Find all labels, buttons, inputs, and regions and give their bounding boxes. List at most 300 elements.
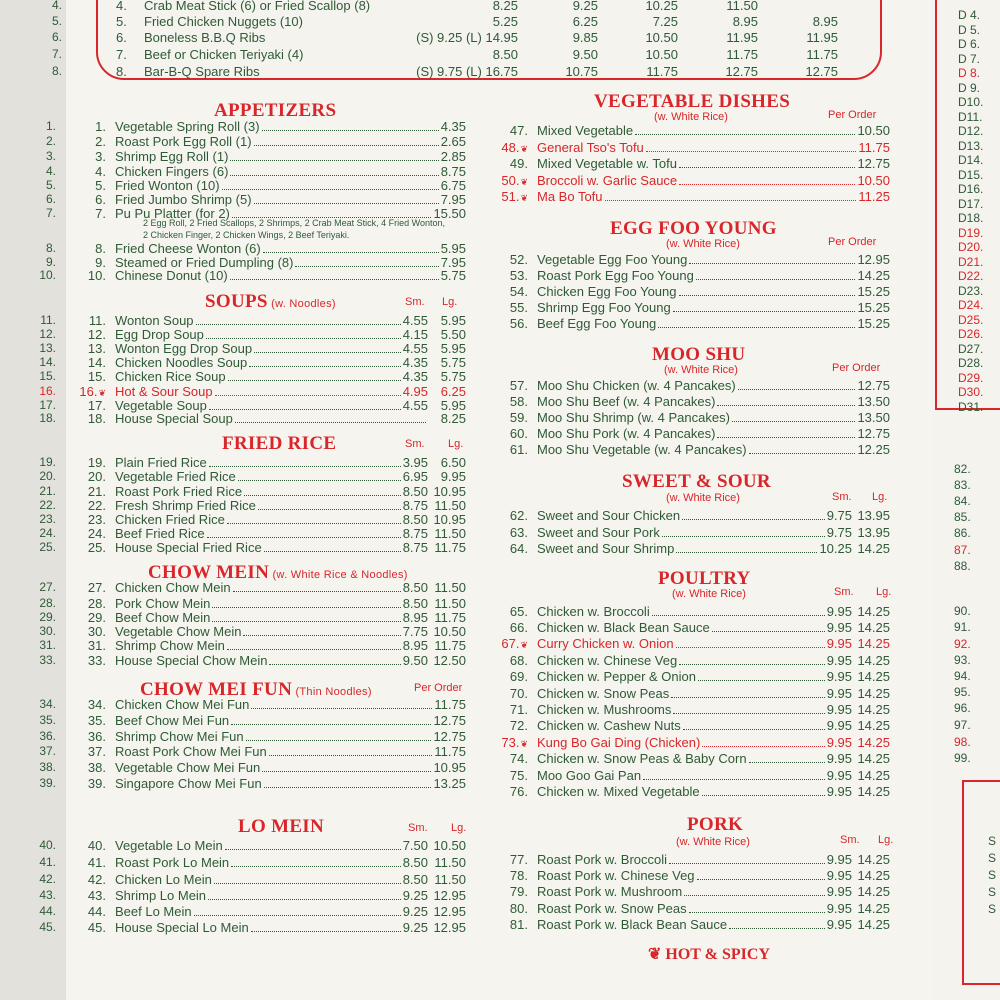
menu-item (70, 760, 466, 776)
item-name: Roast Pork w. Chinese Veg (537, 868, 695, 883)
section-sub: (w. White Rice) (666, 238, 740, 250)
dot-leader (749, 453, 856, 454)
dot-leader (222, 189, 439, 190)
item-price-large: 5.75 (440, 355, 466, 370)
item-name: Sweet and Sour Shrimp (537, 541, 675, 556)
item-name: Chicken Chow Mein (115, 580, 231, 595)
outer-item-number: 35. (39, 713, 56, 727)
column-small: Sm. (834, 586, 854, 598)
menu-item (70, 855, 466, 871)
menu-item (492, 653, 890, 669)
item-number: 16.❦ (79, 384, 106, 399)
item-price-small: 9.95 (826, 669, 852, 684)
item-price-small: 7.50 (402, 838, 428, 853)
outer-item-number: 5. (45, 178, 56, 192)
menu-item (492, 123, 890, 139)
outer-item-number: 21. (39, 484, 56, 498)
item-price-large: 14.25 (857, 541, 890, 556)
menu-item (70, 838, 466, 854)
item-name: Roast Pork Chow Mei Fun (115, 744, 267, 759)
item-number: 98. (954, 735, 971, 749)
item-price-small: 4.55 (402, 313, 428, 328)
menu-item (70, 369, 466, 385)
item-number: 90. (954, 604, 971, 618)
item-name: Curry Chicken w. Onion (537, 636, 674, 651)
outer-item-number: 38. (39, 760, 56, 774)
section-title-sweet-sour: SWEET & SOUR (622, 471, 771, 492)
menu-item (492, 189, 890, 205)
dot-leader (679, 167, 855, 168)
item-name: Vegetable Chow Mein (115, 624, 242, 639)
item-price-small: 4.55 (402, 398, 428, 413)
item-name: Sweet and Sour Chicken (537, 508, 681, 523)
menu-item (70, 638, 466, 654)
item-name: Roast Pork w. Black Bean Sauce (537, 917, 728, 932)
outer-item-number: 7. (51, 47, 62, 61)
dot-leader (669, 863, 825, 864)
dot-leader (238, 480, 401, 481)
item-price-small: 9.95 (826, 620, 852, 635)
dot-leader (682, 519, 825, 520)
item-price-small: 9.95 (826, 768, 852, 783)
item-price-small: 8.75 (402, 526, 428, 541)
combo-d-label: D23. (958, 283, 984, 298)
combo-name: Beef or Chicken Teriyaki (4) (144, 47, 304, 62)
combo-d-label: D12. (958, 124, 984, 138)
combo-price: 11.95 (806, 30, 838, 45)
item-name: General Tso's Tofu (537, 140, 644, 155)
item-number: 4. (95, 164, 106, 179)
outer-item-number: 9. (45, 255, 56, 269)
menu-item (492, 316, 890, 332)
menu-item (492, 604, 890, 620)
item-number: 30. (87, 624, 106, 639)
item-number: 61. (509, 442, 528, 457)
combo-price: 8.95 (812, 14, 838, 29)
item-name: Steamed or Fried Dumpling (8) (115, 255, 294, 270)
item-price-large: 13.95 (857, 525, 890, 540)
item-number: 95. (954, 685, 971, 699)
item-name: Sweet and Sour Pork (537, 525, 660, 540)
item-price-large: 12.95 (433, 888, 466, 903)
dot-leader (262, 771, 431, 772)
item-name: Wonton Egg Drop Soup (115, 341, 253, 356)
combo-d-label: D14. (958, 153, 984, 167)
dot-leader (206, 338, 401, 339)
menu-item (492, 300, 890, 316)
item-price-large: 5.50 (440, 327, 466, 342)
item-name: Chicken w. Snow Peas & Baby Corn (537, 751, 747, 766)
item-price-large: 14.25 (857, 604, 890, 619)
item-name: Moo Shu Shrimp (w. 4 Pancakes) (537, 410, 730, 425)
hot-spicy-legend (648, 944, 770, 964)
item-name: Shrimp Chow Mein (115, 638, 225, 653)
menu-item (492, 686, 890, 702)
combo-name: Bar-B-Q Spare Ribs (144, 64, 260, 79)
combo-d-label: D 4. (958, 8, 981, 22)
item-number: 18. (87, 411, 106, 426)
outer-item-number: 34. (39, 697, 56, 711)
item-number: 70. (509, 686, 528, 701)
item-price: 5.95 (440, 241, 466, 256)
item-name: Chicken Egg Foo Young (537, 284, 677, 299)
dot-leader (729, 928, 825, 929)
item-number: 53. (509, 268, 528, 283)
item-number: 78. (509, 868, 528, 883)
combo-d-label: D15. (958, 167, 984, 182)
combo-price: 6.25 (572, 14, 598, 29)
combo-row (116, 47, 876, 63)
combo-d-label: D 6. (958, 37, 981, 51)
item-name: Chinese Donut (10) (115, 268, 228, 283)
item-name: Chicken w. Pepper & Onion (537, 669, 696, 684)
item-number: 29. (87, 610, 106, 625)
combo-price: 10.50 (645, 47, 678, 62)
section-note: (Thin Noodles) (292, 686, 372, 698)
outer-item-number: 24. (39, 526, 56, 540)
item-number: 17. (87, 398, 106, 413)
special-letter: S (988, 851, 997, 865)
item-name: Chicken w. Snow Peas (537, 686, 670, 701)
item-price-large: 12.95 (433, 904, 466, 919)
dot-leader (230, 160, 438, 161)
outer-item-number: 4. (51, 0, 62, 12)
item-number: 9. (95, 255, 106, 270)
item-name: Mixed Vegetable w. Tofu (537, 156, 677, 171)
item-name: Beef Lo Mein (115, 904, 192, 919)
item-number: 92. (954, 637, 971, 651)
item-number: 41. (87, 855, 106, 870)
item-price-large: 9.95 (440, 469, 466, 484)
dot-leader (262, 130, 439, 131)
menu-item (70, 713, 466, 729)
dot-leader (209, 466, 401, 467)
item-price-small: 9.95 (826, 751, 852, 766)
item-name: Ma Bo Tofu (537, 189, 603, 204)
item-price-small: 9.75 (826, 525, 852, 540)
item-price-small: 8.50 (402, 855, 428, 870)
item-name: Vegetable Soup (115, 398, 207, 413)
item-number: 35. (87, 713, 106, 728)
item-price: 8.75 (440, 164, 466, 179)
dot-leader (225, 849, 401, 850)
item-price: 7.95 (440, 255, 466, 270)
item-price-large: 14.25 (857, 620, 890, 635)
item-name: Chicken Fried Rice (115, 512, 225, 527)
special-letter: S (988, 902, 997, 916)
menu-item (492, 735, 890, 751)
item-price-small: 6.95 (402, 469, 428, 484)
outer-item-number: 44. (39, 904, 56, 918)
item-name: Singapore Chow Mei Fun (115, 776, 262, 791)
outer-item-number: 1. (45, 119, 56, 133)
dot-leader (673, 713, 824, 714)
item-name: Fresh Shrimp Fried Rice (115, 498, 256, 513)
item-price: 11.75 (434, 744, 466, 759)
section-title-moo-shu: MOO SHU (652, 344, 746, 365)
combo-d-label: D25. (958, 312, 984, 327)
item-price-large: 11.50 (434, 498, 466, 513)
menu-item (492, 917, 890, 933)
item-number: 52. (509, 252, 528, 267)
pepper-icon: ❦ (520, 739, 528, 749)
menu-item (70, 540, 466, 556)
section-title-fried-rice: FRIED RICE (222, 433, 337, 454)
dot-leader (605, 200, 857, 201)
menu-item (70, 119, 466, 135)
item-name: Moo Shu Chicken (w. 4 Pancakes) (537, 378, 736, 393)
per-order-label: Per Order (832, 362, 881, 374)
item-number: 48.❦ (501, 140, 528, 155)
outer-item-number: 15. (39, 369, 56, 383)
item-number: 85. (954, 510, 971, 524)
item-number: 82. (954, 462, 971, 476)
column-large: Lg. (442, 296, 458, 308)
item-price-large: 14.25 (857, 636, 890, 651)
section-title-pork: PORK (687, 814, 744, 835)
outer-item-number: 40. (39, 838, 56, 852)
item-number: 59. (509, 410, 528, 425)
combo-name: Fried Chicken Nuggets (10) (144, 14, 303, 29)
outer-item-number: 33. (39, 653, 56, 667)
dot-leader (251, 708, 432, 709)
special-letter: S (988, 868, 997, 882)
dot-leader (717, 437, 855, 438)
item-price-small: 4.35 (402, 369, 428, 384)
item-number: 91. (954, 620, 971, 634)
menu-item (492, 426, 890, 442)
item-number: 69. (509, 669, 528, 684)
combo-d-label: D28. (958, 356, 984, 370)
column-large: Lg. (872, 491, 888, 503)
item-number: 19. (87, 455, 106, 470)
outer-item-number: 27. (39, 580, 56, 594)
outer-item-number: 18. (39, 411, 56, 425)
item-number: 7. (95, 206, 106, 221)
dot-leader (207, 537, 401, 538)
item-name: House Special Chow Mein (115, 653, 268, 668)
outer-item-number: 6. (51, 30, 62, 44)
dot-leader (658, 327, 855, 328)
dot-leader (212, 607, 400, 608)
per-order-label: Per Order (828, 236, 877, 248)
dot-leader (676, 552, 817, 553)
combo-number: 7. (116, 47, 127, 62)
column-small: Sm. (840, 834, 860, 846)
item-number: 87. (954, 543, 971, 557)
item-name: Roast Pork Egg Foo Young (537, 268, 694, 283)
item-price-small: 9.95 (826, 718, 852, 733)
dot-leader (231, 724, 431, 725)
item-number: 12. (87, 327, 106, 342)
section-sub: (w. White Rice) (654, 111, 728, 123)
item-price: 12.75 (857, 426, 890, 441)
pepper-icon: ❦ (520, 193, 528, 203)
item-price-large: 14.25 (857, 735, 890, 750)
dot-leader (194, 915, 401, 916)
item-price-small: 4.55 (402, 341, 428, 356)
item-number: 33. (87, 653, 106, 668)
item-number: 43. (87, 888, 106, 903)
item-number: 58. (509, 394, 528, 409)
dot-leader (251, 931, 401, 932)
combo-price: 11.75 (646, 64, 678, 79)
item-price-large: 11.75 (434, 610, 466, 625)
item-price: 15.25 (857, 316, 890, 331)
item-price-large: 14.25 (857, 901, 890, 916)
outer-item-number: 39. (39, 776, 56, 790)
item-price-large: 5.95 (440, 398, 466, 413)
outer-item-number: 8. (45, 241, 56, 255)
item-price-large: 13.95 (857, 508, 890, 523)
item-number: 49. (509, 156, 528, 171)
item-price-large: 14.25 (857, 686, 890, 701)
item-number: 65. (509, 604, 528, 619)
column-small: Sm. (408, 822, 428, 834)
item-name: Plain Fried Rice (115, 455, 207, 470)
item-number: 11. (88, 313, 106, 328)
item-price-small: 9.95 (826, 868, 852, 883)
dot-leader (671, 697, 824, 698)
outer-item-number: 11. (40, 313, 56, 327)
item-name: Shrimp Egg Foo Young (537, 300, 671, 315)
combo-price: 12.75 (805, 64, 838, 79)
item-number: 56. (509, 316, 528, 331)
item-price-large: 11.50 (434, 526, 466, 541)
menu-item (492, 410, 890, 426)
menu-item (70, 697, 466, 713)
menu-item (492, 884, 890, 900)
item-price-small: 8.95 (402, 610, 428, 625)
menu-item (492, 636, 890, 652)
outer-item-number: 17. (39, 398, 56, 412)
menu-item (492, 173, 890, 189)
item-name: Moo Shu Pork (w. 4 Pancakes) (537, 426, 716, 441)
combo-price: 10.25 (645, 0, 678, 13)
combo-row (116, 14, 876, 30)
combo-d-label: D18. (958, 211, 984, 225)
item-number: 25. (87, 540, 106, 555)
item-number: 39. (87, 776, 106, 791)
combo-d-label: D20. (958, 240, 984, 254)
combo-price: 11.75 (726, 47, 758, 62)
dot-leader (635, 134, 855, 135)
item-price: 10.50 (857, 173, 890, 188)
menu-item (492, 768, 890, 784)
item-number: 72. (509, 718, 528, 733)
item-name: Chicken w. Mushrooms (537, 702, 672, 717)
menu-item (70, 134, 466, 150)
item-name: Vegetable Chow Mei Fun (115, 760, 261, 775)
combo-d-label: D13. (958, 138, 984, 153)
item-number: 96. (954, 701, 971, 715)
item-name: Beef Egg Foo Young (537, 316, 657, 331)
item-name: Chicken Fingers (6) (115, 164, 229, 179)
item-number: 77. (509, 852, 528, 867)
dot-leader (208, 899, 401, 900)
item-price-large: 5.95 (440, 313, 466, 328)
combo-d-label: D21. (958, 254, 984, 269)
menu-item (70, 149, 466, 165)
item-number: 2. (95, 134, 106, 149)
item-price-large: 14.25 (857, 784, 890, 799)
special-letter: S (988, 834, 997, 848)
dot-leader (269, 664, 400, 665)
dot-leader (215, 395, 401, 396)
item-number: 97. (954, 718, 971, 732)
item-price-large: 10.50 (433, 624, 466, 639)
combo-price: 5.25 (492, 14, 518, 29)
item-name: Chicken Noodles Soup (115, 355, 248, 370)
dot-leader (684, 895, 824, 896)
dot-leader (196, 324, 401, 325)
dot-leader (702, 795, 825, 796)
menu-item (70, 888, 466, 904)
item-price: 13.25 (433, 776, 466, 791)
menu-item (70, 872, 466, 888)
dot-leader (712, 631, 825, 632)
item-price-small: 9.50 (402, 653, 428, 668)
dot-leader (749, 762, 825, 763)
item-number: 36. (87, 729, 106, 744)
combo-number: 6. (116, 30, 127, 45)
combo-d-label: D16. (958, 182, 984, 196)
dot-leader (652, 615, 825, 616)
section-note: (w. Noodles) (267, 298, 336, 310)
item-price: 6.75 (440, 178, 466, 193)
item-number: 99. (954, 751, 971, 765)
item-price-large: 14.25 (857, 768, 890, 783)
dot-leader (263, 252, 439, 253)
combo-row (116, 64, 876, 80)
menu-item (70, 920, 466, 936)
dot-leader (254, 145, 439, 146)
combo-d-label: D30. (958, 385, 984, 399)
combo-d-label: D24. (958, 298, 984, 312)
outer-item-number: 10. (39, 268, 56, 282)
item-price-small: 4.95 (402, 384, 428, 399)
section-title-egg-foo-young: EGG FOO YOUNG (610, 218, 777, 239)
per-order-label: Per Order (414, 682, 463, 694)
item-name: Vegetable Lo Mein (115, 838, 223, 853)
item-number: 50.❦ (501, 173, 528, 188)
combo-number: 5. (116, 14, 127, 29)
special-letter: S (988, 885, 997, 899)
item-number: 84. (954, 494, 971, 508)
item-price: 12.95 (857, 252, 890, 267)
item-price-large: 14.25 (857, 751, 890, 766)
item-number: 23. (87, 512, 106, 527)
item-price: 12.75 (433, 729, 466, 744)
menu-item (492, 620, 890, 636)
item-number: 5. (95, 178, 106, 193)
menu-item (492, 718, 890, 734)
item-name: Beef Chow Mei Fun (115, 713, 230, 728)
item-number: 71. (509, 702, 528, 717)
menu-item (492, 525, 890, 541)
section-title-poultry: POULTRY (658, 568, 751, 589)
item-number: 8. (95, 241, 106, 256)
menu-item (492, 901, 890, 917)
outer-item-number: 36. (39, 729, 56, 743)
dot-leader (689, 912, 825, 913)
outer-item-number: 3. (45, 149, 56, 163)
dot-leader (243, 635, 400, 636)
item-number: 51.❦ (501, 189, 528, 204)
item-name: Beef Chow Mein (115, 610, 211, 625)
outer-item-number: 20. (39, 469, 56, 483)
item-number: 68. (509, 653, 528, 668)
